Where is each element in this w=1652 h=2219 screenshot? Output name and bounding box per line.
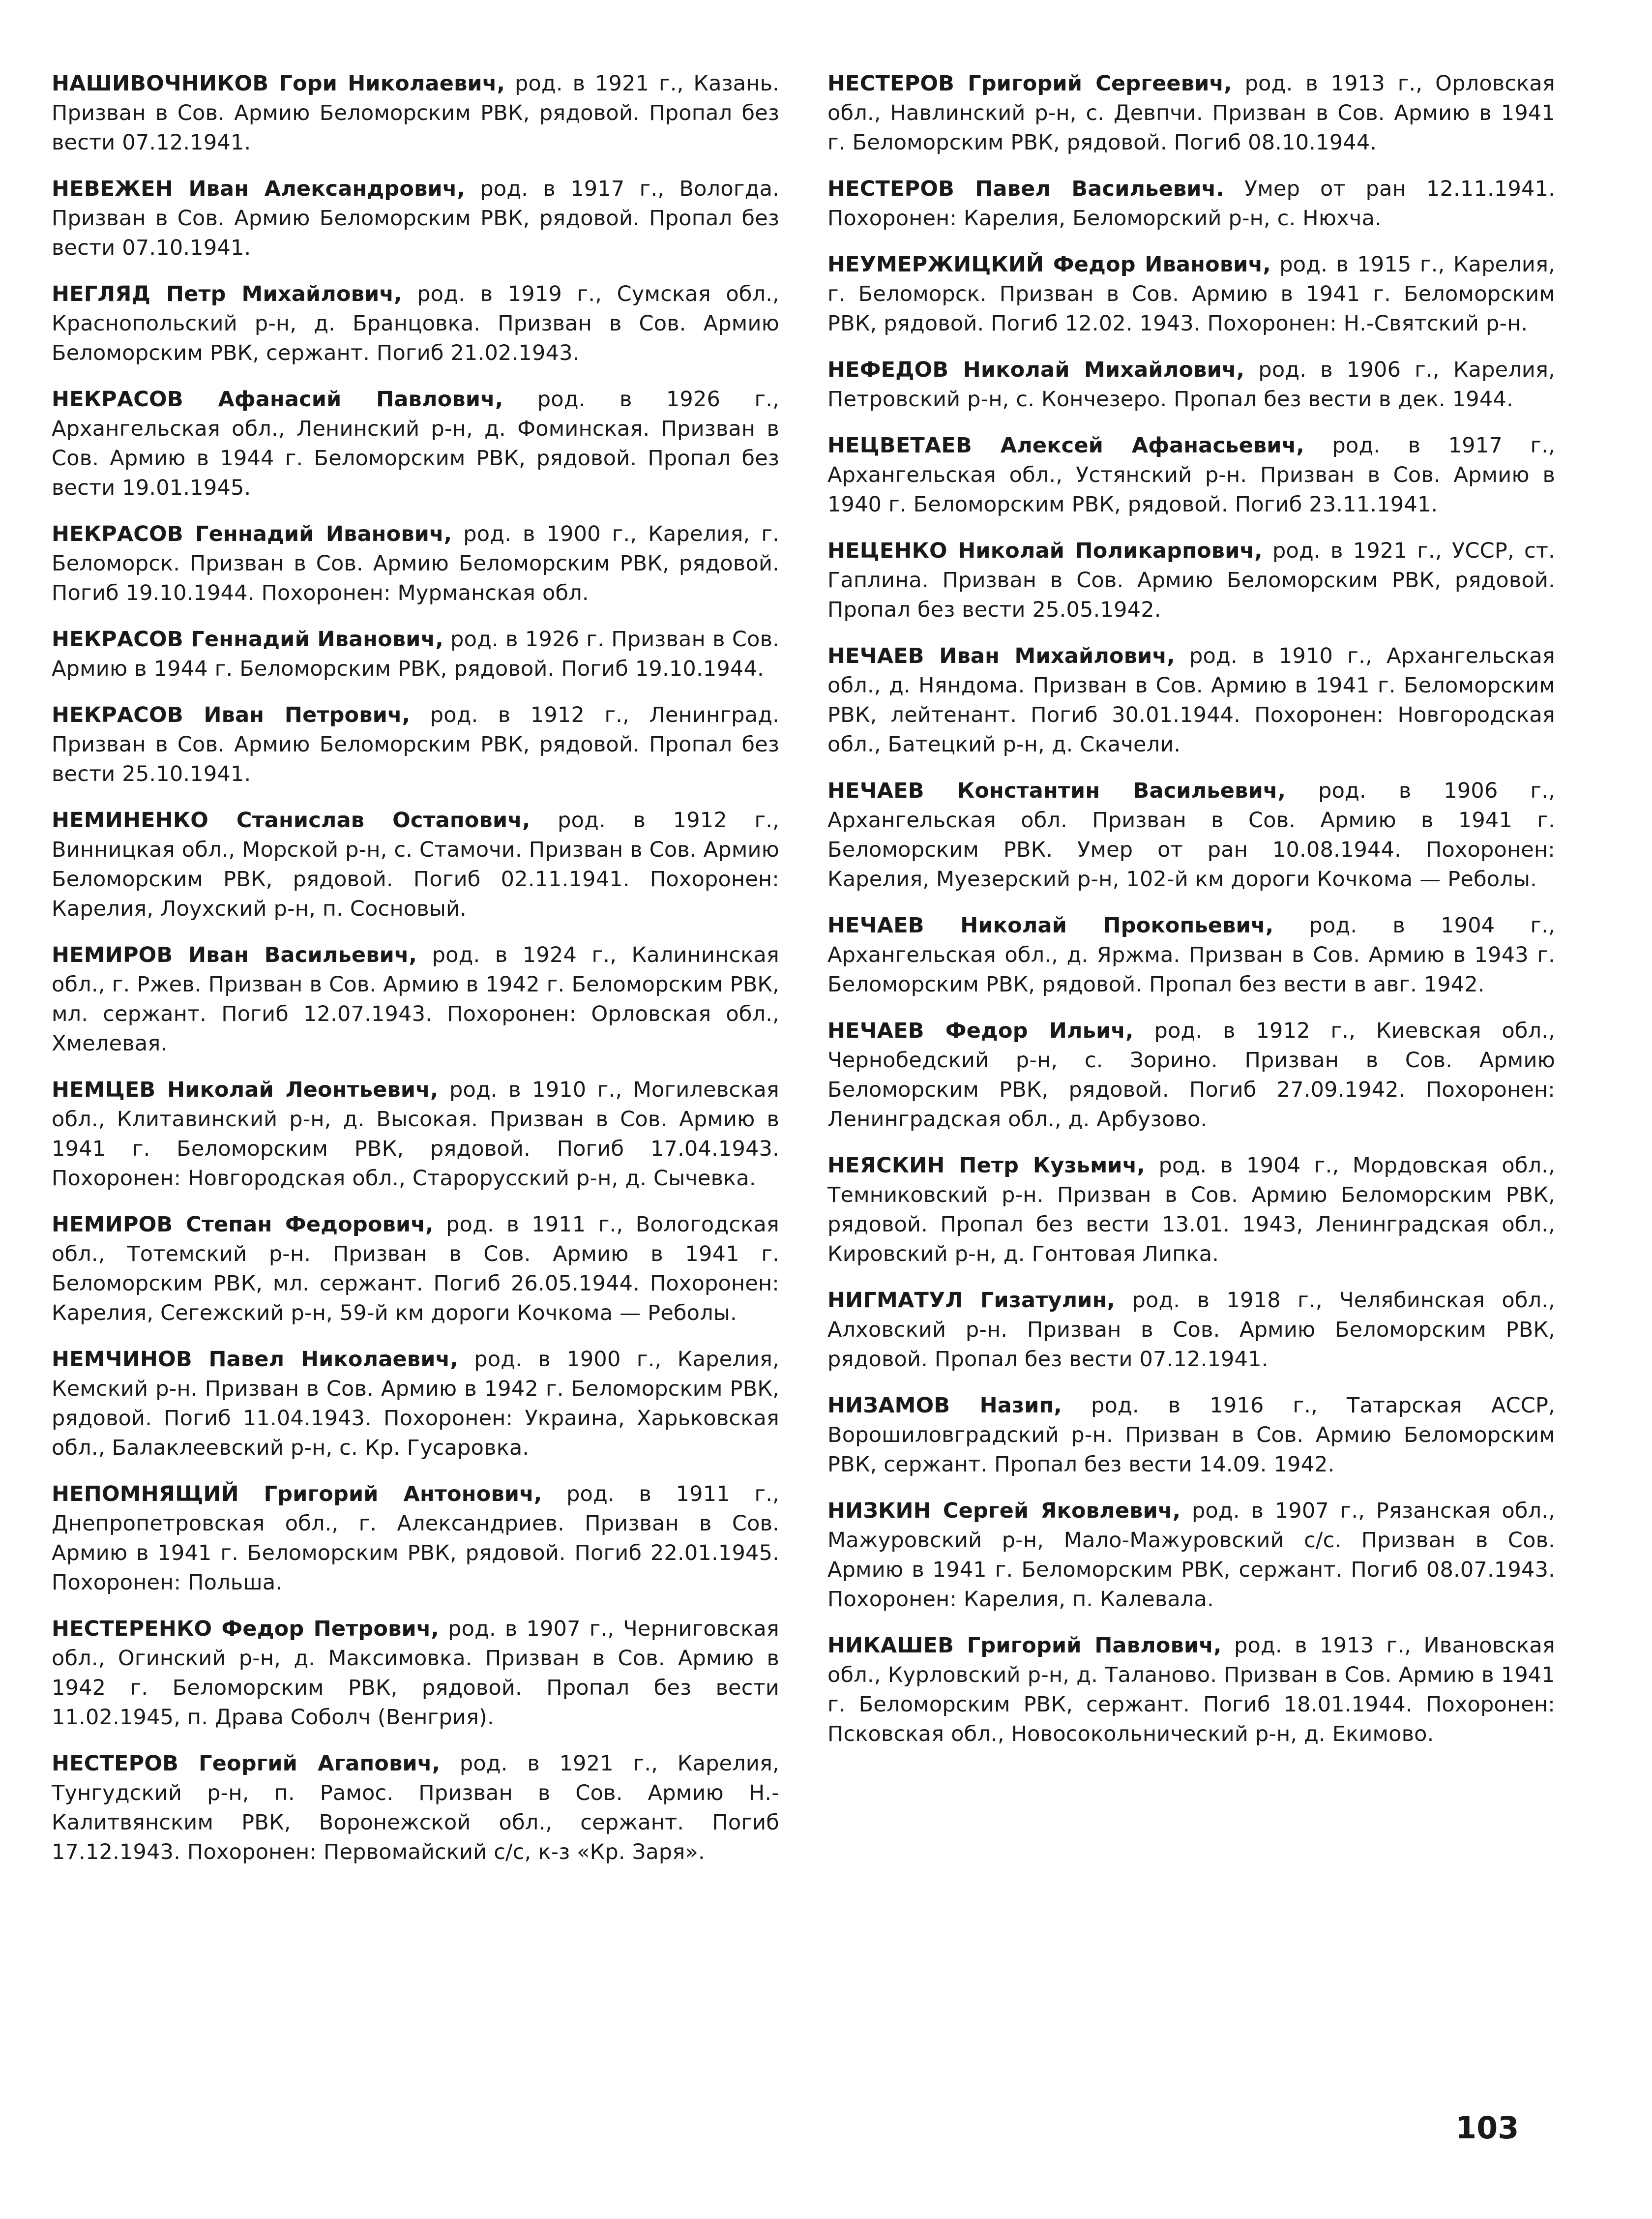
entry-name: НЕСТЕРОВ Павел Васильевич. [827, 177, 1225, 201]
entry [52, 279, 779, 368]
entry-text: род. в 1913 г., Ивановская обл., Курловский р-н, д. Таланово. Призван в Сов. Армию в 1941 г. Беломорским РВК, сержант. Погиб 18.01.1944. Похоронен: Псковская обл., Новосокольнический р-н, д. Екимово. [827, 1633, 1555, 1746]
entry-name: НЕКРАСОВ Геннадий Иванович, [52, 522, 452, 546]
entry-name: НЕСТЕРОВ Григорий Сергеевич, [827, 71, 1232, 96]
right-column [827, 69, 1555, 1766]
entry-text: род. в 1926 г. Призван в Сов. Армию в 1944 г. Беломорским РВК, рядовой. Погиб 19.10.1944. [52, 627, 780, 681]
entry-name: НЕКРАСОВ Иван Петрович, [52, 703, 411, 727]
entry-text: род. в 1912 г., Киевская обл., Чернобедский р-н, с. Зорино. Призван в Сов. Армию Беломорским РВК, рядовой. Погиб 27.09.1942. Похоронен: Ленинградская обл., д. Арбузово. [827, 1019, 1556, 1132]
entry-text: род. в 1926 г., Архангельская обл., Ленинский р-н, д. Фоминская. Призван в Сов. Армию в 1944 г. Беломорским РВК, рядовой. Пропал без вести 19.01.1945. [52, 387, 779, 500]
entry [52, 1749, 779, 1867]
entry-text: род. в 1910 г., Архангельская обл., д. Няндома. Призван в Сов. Армию в 1941 г. Беломорским РВК, лейтенант. Погиб 30.01.1944. Похоронен: Новгородская обл., Батецкий р-н, д. Скачели. [827, 644, 1555, 757]
entry-text: род. в 1910 г., Могилевская обл., Клитавинский р-н, д. Высокая. Призван в Сов. Армию в 1941 г. Беломорским РВК, рядовой. Погиб 17.04.1943. Похоронен: Новгородская обл., Старорусский р-н, д. Сычевка. [52, 1078, 779, 1191]
entry [827, 1151, 1555, 1269]
entry-text: род. в 1900 г., Карелия, г. Беломорск. Призван в Сов. Армию Беломорским РВК, рядовой. Погиб 19.10.1944. Похоронен: Мурманская обл. [52, 522, 779, 605]
entry-name: НЕЧАЕВ Константин Васильевич, [827, 779, 1286, 803]
entry-name: НЕКРАСОВ Геннадий Иванович, [52, 627, 443, 652]
entry-name: НИЗАМОВ Назип, [827, 1393, 1062, 1418]
entry-text: род. в 1907 г., Черниговская обл., Огинский р-н, д. Максимовка. Призван в Сов. Армию в 1942 г. Беломорским РВК, рядовой. Пропал без вести 11.02.1945, п. Драва Соболч (Венгрия). [52, 1617, 779, 1730]
entry-name: НЕМИНЕНКО Станислав Остапович, [52, 808, 531, 833]
entry-text: род. в 1921 г., Карелия, Тунгудский р-н, п. Рамос. Призван в Сов. Армию Н.-Калитвянским РВК, Воронежской обл., сержант. Погиб 17.12.1943. Похоронен: Первомайский с/с, к-з «Кр. Заря». [52, 1751, 779, 1864]
entry [827, 1631, 1555, 1749]
entry-text: род. в 1921 г., УССР, ст. Гаплина. Призван в Сов. Армию Беломорским РВК, рядовой. Пропал без вести 25.05.1942. [827, 539, 1555, 622]
entry-name: НЕЦВЕТАЕВ Алексей Афанасьевич, [827, 433, 1304, 458]
entry-name: НЕГЛЯД Петр Михайлович, [52, 282, 402, 306]
entry [827, 174, 1555, 233]
entry-name: НЕСТЕРЕНКО Федор Петрович, [52, 1617, 440, 1641]
entry-text: род. в 1912 г., Винницкая обл., Морской р-н, с. Стамочи. Призван в Сов. Армию Беломорским РВК, рядовой. Погиб 02.11.1941. Похоронен: Карелия, Лоухский р-н, п. Сосновый. [52, 808, 779, 921]
entry-text: род. в 1919 г., Сумская обл., Краснопольский р-н, д. Бранцовка. Призван в Сов. Армию Беломорским РВК, сержант. Погиб 21.02.1943. [52, 282, 779, 365]
left-column [52, 69, 779, 1884]
entry-text: род. в 1900 г., Карелия, Кемский р-н. Призван в Сов. Армию в 1942 г. Беломорским РВК, рядовой. Погиб 11.04.1943. Похоронен: Украина, Харьковская обл., Балаклеевский р-н, с. Кр. Гусаровка. [52, 1347, 779, 1460]
entry [52, 1075, 779, 1193]
entry [827, 431, 1555, 519]
entry-text: род. в 1911 г., Вологодская обл., Тотемский р-н. Призван в Сов. Армию в 1941 г. Беломорским РВК, мл. сержант. Погиб 26.05.1944. Похоронен: Карелия, Сегежский р-н, 59-й км дороги Кочкома — Реболы. [52, 1212, 780, 1325]
entry [827, 536, 1555, 625]
entry [52, 519, 779, 608]
entry-text: род. в 1904 г., Архангельская обл., д. Яржма. Призван в Сов. Армию в 1943 г. Беломорским РВК, рядовой. Пропал без вести в авг. 1942. [827, 913, 1556, 997]
entry-name: НИКАШЕВ Григорий Павлович, [827, 1633, 1222, 1658]
entry [827, 641, 1555, 759]
entry [827, 1391, 1555, 1479]
entry [827, 1496, 1555, 1614]
entry-text: род. в 1913 г., Орловская обл., Навлинский р-н, с. Девпчи. Призван в Сов. Армию в 1941 г. Беломорским РВК, рядовой. Погиб 08.10.1944. [827, 71, 1555, 155]
entry [827, 776, 1555, 894]
entry-text: Умер от ран 12.11.1941. Похоронен: Карелия, Беломорский р-н, с. Нюхча. [827, 177, 1556, 231]
entry-name: НЕЯСКИН Петр Кузьмич, [827, 1153, 1145, 1178]
entry-name: НЕВЕЖЕН Иван Александрович, [52, 177, 466, 201]
entry [52, 1345, 779, 1463]
entry-text: род. в 1906 г., Архангельская обл. Призван в Сов. Армию в 1941 г. Беломорским РВК. Умер от ран 10.08.1944. Похоронен: Карелия, Муезерский р-н, 102-й км дороги Кочкома — Реболы. [827, 779, 1555, 892]
entry-name: НЕМИРОВ Степан Федорович, [52, 1212, 434, 1237]
entry-name: НЕКРАСОВ Афанасий Павлович, [52, 387, 503, 412]
entry [52, 69, 779, 157]
entry-name: НЕЧАЕВ Николай Прокопьевич, [827, 913, 1274, 938]
entry-text: род. в 1916 г., Татарская АССР, Ворошиловградский р-н. Призван в Сов. Армию Беломорским РВК, сержант. Пропал без вести 14.09. 1942. [827, 1393, 1556, 1477]
entry-name: НЕМЦЕВ Николай Леонтьевич, [52, 1078, 439, 1102]
entry-name: НЕЦЕНКО Николай Поликарпович, [827, 539, 1263, 563]
entry-text: род. в 1915 г., Карелия, г. Беломорск. Призван в Сов. Армию в 1941 г. Беломорским РВК, рядовой. Погиб 12.02. 1943. Похоронен: Н.-Святский р-н. [827, 252, 1556, 336]
entry [52, 625, 779, 684]
entry-text: род. в 1917 г., Вологда. Призван в Сов. Армию Беломорским РВК, рядовой. Пропал без вести 07.10.1941. [52, 177, 779, 260]
entry [827, 1016, 1555, 1134]
entry [52, 1479, 779, 1597]
entry-text: род. в 1924 г., Калининская обл., г. Ржев. Призван в Сов. Армию в 1942 г. Беломорским РВК, мл. сержант. Погиб 12.07.1943. Похоронен: Орловская обл., Хмелевая. [52, 943, 780, 1056]
entry-text: род. в 1918 г., Челябинская обл., Алховский р-н. Призван в Сов. Армию Беломорским РВК, рядовой. Пропал без вести 07.12.1941. [827, 1288, 1555, 1372]
entry [827, 250, 1555, 338]
entry-text: род. в 1907 г., Рязанская обл., Мажуровский р-н, Мало-Мажуровский с/с. Призван в Сов. Армию в 1941 г. Беломорским РВК, сержант. Погиб 08.07.1943. Похоронен: Карелия, п. Калевала. [827, 1499, 1555, 1612]
entry-name: НЕЧАЕВ Иван Михайлович, [827, 644, 1175, 668]
entry-text: род. в 1906 г., Карелия, Петровский р-н, с. Кончезеро. Пропал без вести в дек. 1944. [827, 358, 1556, 412]
entry [52, 174, 779, 263]
entry-name: НАШИВОЧНИКОВ Гори Николаевич, [52, 71, 505, 96]
entry-name: НЕФЕДОВ Николай Михайлович, [827, 358, 1245, 382]
entry [52, 940, 779, 1058]
entry-name: НИГМАТУЛ Гизатулин, [827, 1288, 1116, 1313]
entry-text: род. в 1921 г., Казань. Призван в Сов. Армию Беломорским РВК, рядовой. Пропал без вести 07.12.1941. [52, 71, 779, 155]
entry [827, 911, 1555, 999]
entry [827, 1286, 1555, 1374]
entry [52, 806, 779, 924]
entry-text: род. в 1917 г., Архангельская обл., Устянский р-н. Призван в Сов. Армию в 1940 г. Беломорским РВК, рядовой. Погиб 23.11.1941. [827, 433, 1555, 517]
entry-text: род. в 1911 г., Днепропетровская обл., г. Александриев. Призван в Сов. Армию в 1941 г. Беломорским РВК, рядовой. Погиб 22.01.1945. Похоронен: Польша. [52, 1482, 779, 1595]
entry-name: НЕУМЕРЖИЦКИЙ Федор Иванович, [827, 252, 1271, 277]
entry-name: НИЗКИН Сергей Яковлевич, [827, 1499, 1181, 1523]
entry-name: НЕМЧИНОВ Павел Николаевич, [52, 1347, 458, 1372]
entry [52, 700, 779, 789]
entry-name: НЕСТЕРОВ Георгий Агапович, [52, 1751, 441, 1776]
entry [52, 1210, 779, 1328]
entry-text: род. в 1912 г., Ленинград. Призван в Сов. Армию Беломорским РВК, рядовой. Пропал без вести 25.10.1941. [52, 703, 780, 786]
entry [52, 1614, 779, 1732]
entry [827, 355, 1555, 414]
entry [827, 69, 1555, 157]
entry-name: НЕМИРОВ Иван Васильевич, [52, 943, 417, 967]
entry-name: НЕПОМНЯЩИЙ Григорий Антонович, [52, 1482, 542, 1506]
entry-name: НЕЧАЕВ Федор Ильич, [827, 1019, 1134, 1043]
page-number: 103 [1455, 2110, 1519, 2146]
entry [52, 385, 779, 503]
entry-text: род. в 1904 г., Мордовская обл., Темниковский р-н. Призван в Сов. Армию Беломорским РВК, рядовой. Пропал без вести 13.01. 1943, Ленинградская обл., Кировский р-н, д. Гонтовая Липка. [827, 1153, 1555, 1266]
